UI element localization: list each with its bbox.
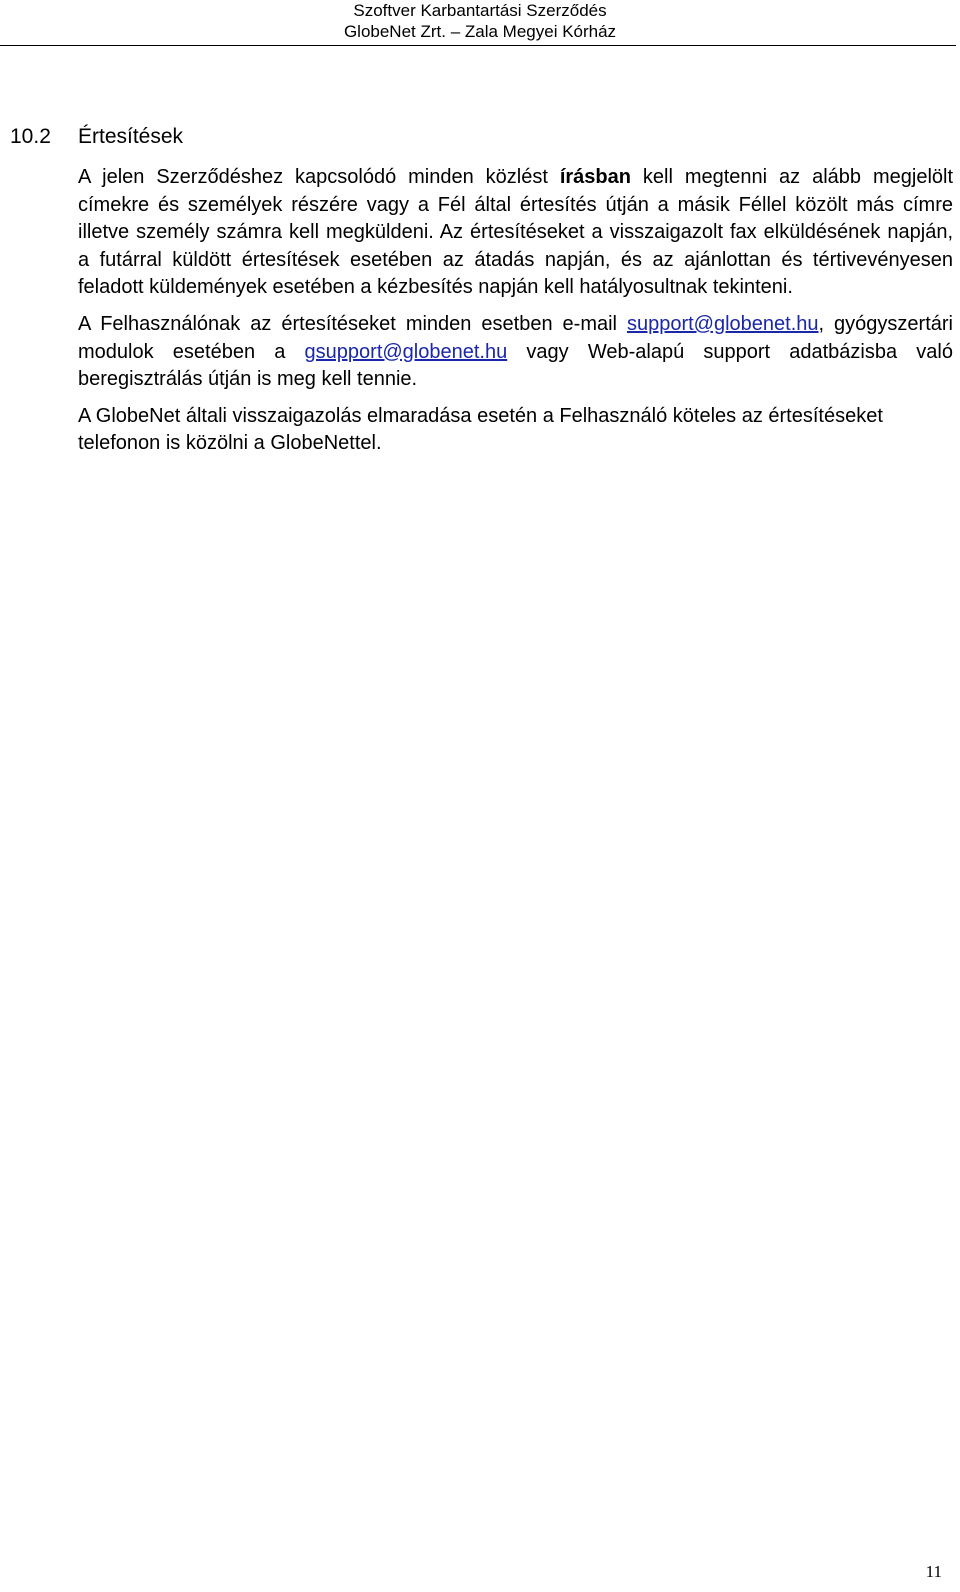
header-divider [0, 45, 956, 46]
support-email-link[interactable]: support@globenet.hu [626, 312, 819, 335]
header-parties: GlobeNet Zrt. – Zala Megyei Kórház [343, 22, 617, 41]
gsupport-email-link[interactable]: gsupport@globenet.hu [304, 340, 508, 363]
paragraph-text: A jelen Szerződéshez kapcsolódó minden közlést [78, 166, 560, 188]
section-title: Értesítések [78, 125, 184, 148]
paragraph-notices [78, 164, 953, 302]
paragraph-phone-notice: A GlobeNet általi visszaigazolás elmaradása esetén a Felhasználó köteles az értesítéseket telefonon is közölni a GlobeNettel. [78, 404, 883, 455]
emphasis-in-writing: írásban [559, 166, 631, 188]
section-heading [10, 124, 183, 150]
section-body [78, 164, 953, 467]
paragraph-text: vagy Web-alapú support adatbázisba való beregisztrálás útján is meg kell tennie. [78, 340, 953, 391]
paragraph-text: , gyógyszertári modulok esetében a [78, 312, 953, 363]
section-number: 10.2 [10, 125, 51, 148]
page-header [0, 0, 960, 42]
paragraph-email-notice [78, 311, 953, 394]
paragraph-text: kell megtenni az alább megjelölt címekre és személyek részére vagy a Fél által értesítés útján a másik Féllel közölt más címre illetve személy számra kell megküldeni. Az értesítéseket a visszaigazolt fax elküldésének napján, a futárral küldött értesítések esetében az átadás napján, és az ajánlottan és tértivevényesen feladott küldemények esetében a kézbesítés napján kell hatályosultnak tekinteni. [78, 166, 954, 299]
page-number: 11 [925, 1562, 942, 1581]
paragraph-text: A Felhasználónak az értesítéseket minden esetben e-mail [78, 312, 627, 335]
header-contract-title: Szoftver Karbantartási Szerződés [353, 1, 607, 20]
